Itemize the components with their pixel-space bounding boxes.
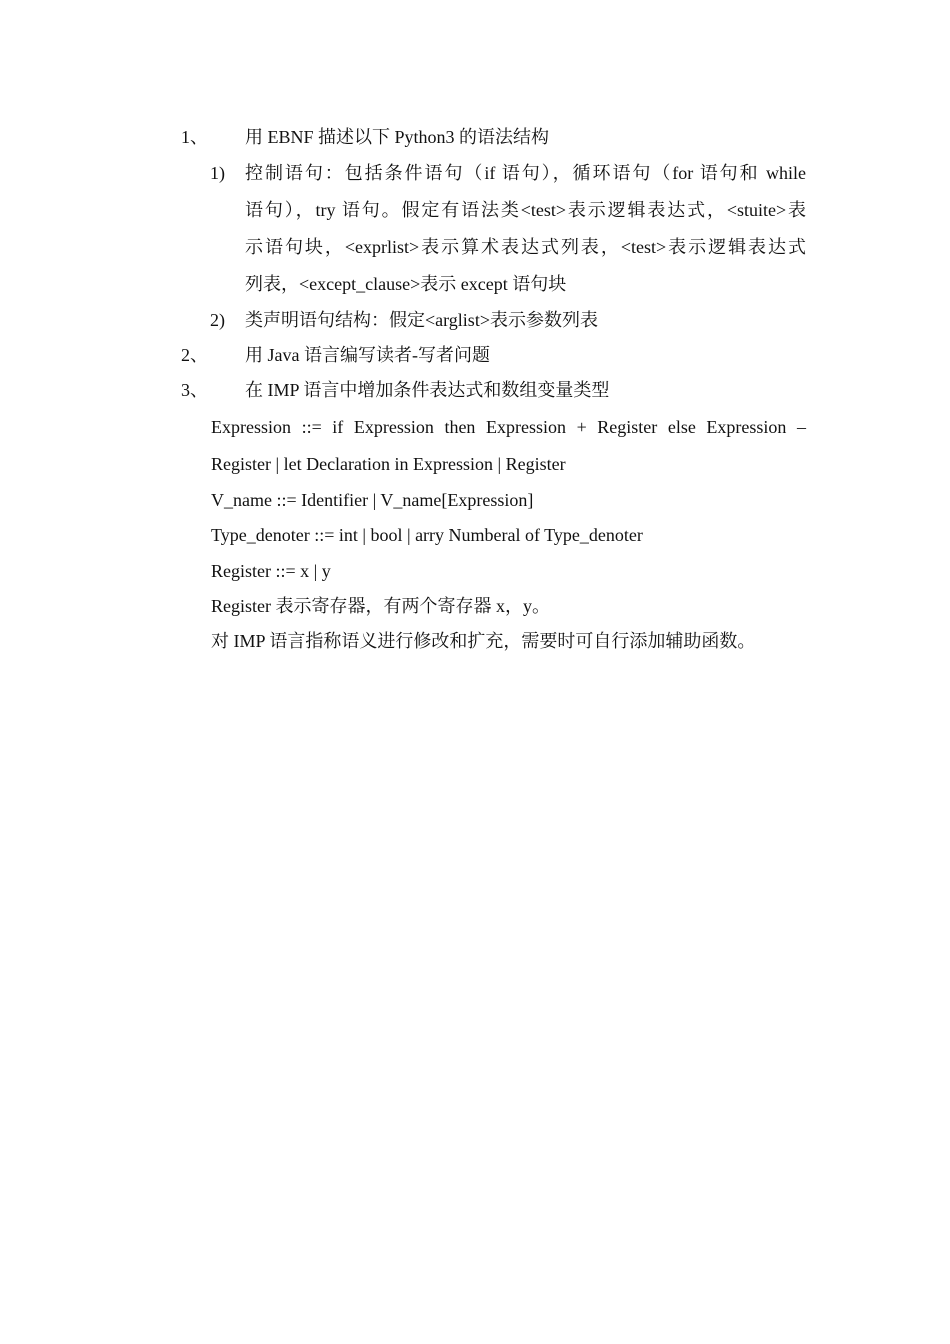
register-note: Register 表示寄存器，有两个寄存器 x，y。 [211, 596, 550, 616]
grammar-line-2: Register | let Declaration in Expression | Register [211, 454, 566, 474]
subitem-2-line-1: 类声明语句结构：假定<arglist>表示参数列表 [245, 310, 598, 330]
grammar-line-1: Expression ::= if Expression then Expression + Register else Expression – [211, 417, 806, 437]
item-1-text: 用 EBNF 描述以下 Python3 的语法结构 [245, 127, 550, 147]
item-2-text: 用 Java 语言编写读者-写者问题 [245, 345, 490, 365]
subitem-1-line-4: 列表，<except_clause>表示 except 语句块 [245, 274, 567, 294]
item-3-number: 3、 [181, 380, 208, 400]
subitem-1-line-2: 语句），try 语句。假定有语法类<test>表示逻辑表达式，<stuite>表 [245, 200, 806, 220]
subitem-1-number: 1) [210, 163, 225, 183]
subitem-1-line-1: 控制语句：包括条件语句（if 语句），循环语句（for 语句和 while [245, 163, 806, 183]
grammar-line-4: Type_denoter ::= int | bool | arry Numberal of Type_denoter [211, 525, 643, 545]
semantics-note: 对 IMP 语言指称语义进行修改和扩充，需要时可自行添加辅助函数。 [211, 631, 756, 651]
grammar-line-5: Register ::= x | y [211, 561, 331, 581]
subitem-1-line-3: 示语句块，<exprlist>表示算术表达式列表，<test>表示逻辑表达式 [245, 237, 806, 257]
grammar-line-3: V_name ::= Identifier | V_name[Expression] [211, 490, 534, 510]
item-2-number: 2、 [181, 345, 208, 365]
subitem-2-number: 2) [210, 310, 225, 330]
item-1-number: 1、 [181, 127, 208, 147]
item-3-text: 在 IMP 语言中增加条件表达式和数组变量类型 [245, 380, 610, 400]
